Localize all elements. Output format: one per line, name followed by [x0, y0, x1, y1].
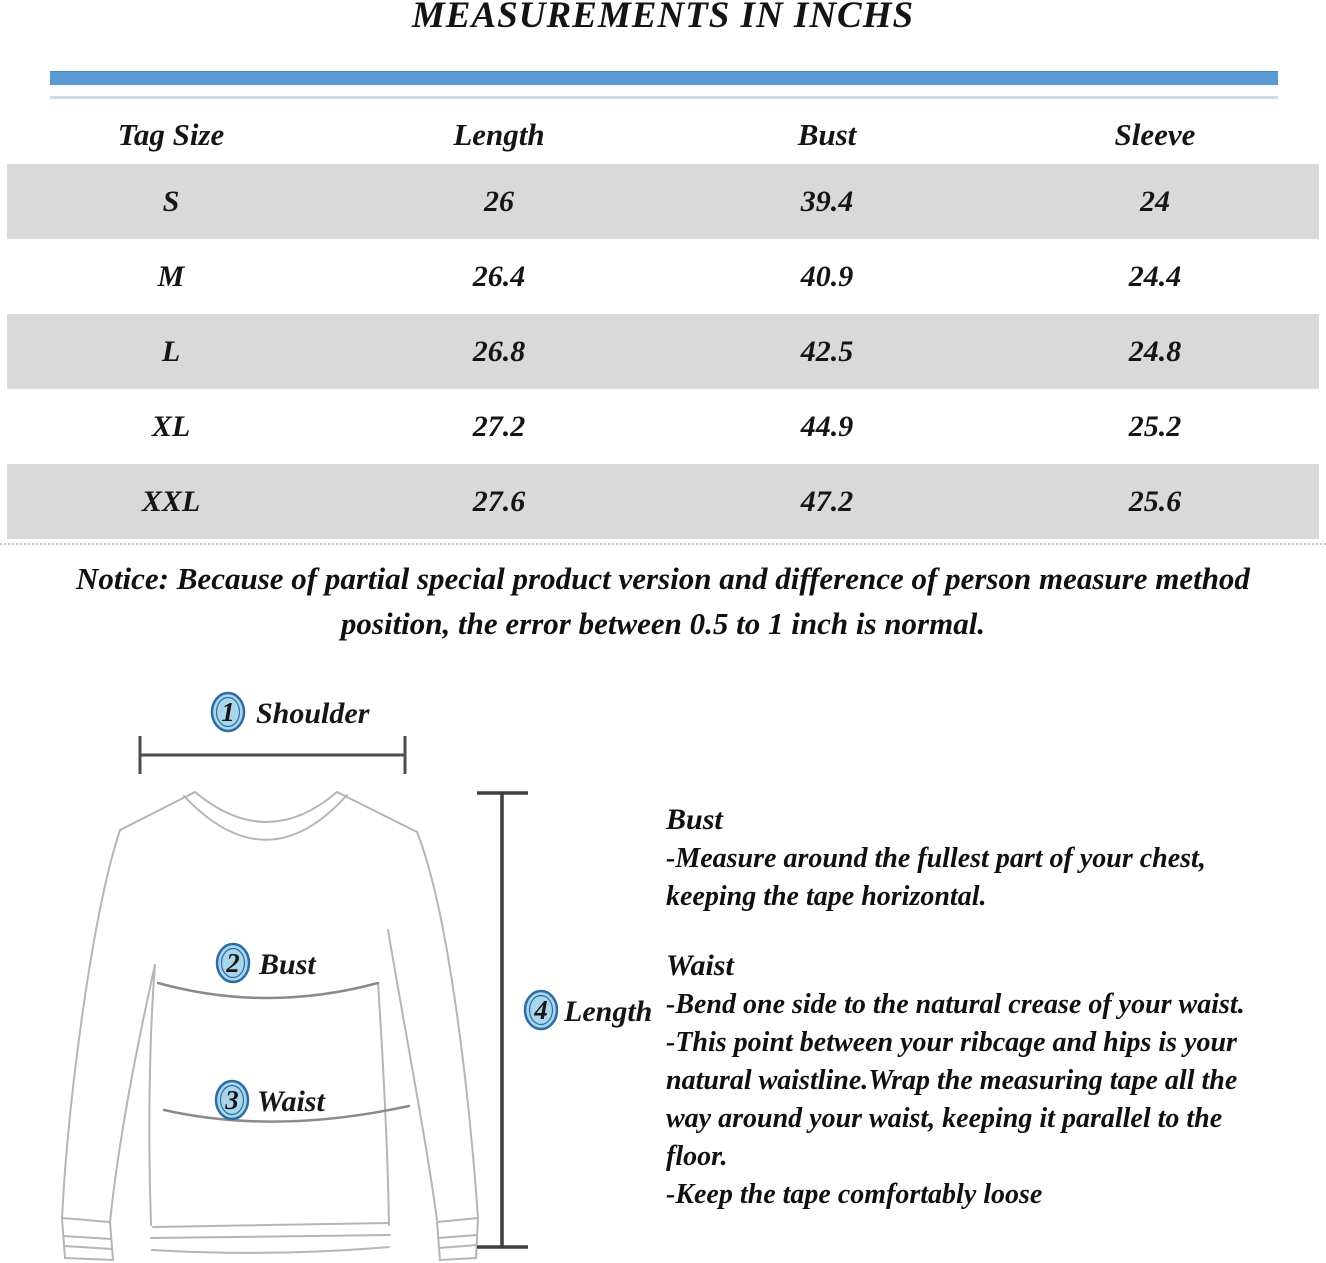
table-cell: 39.4	[800, 184, 854, 218]
table-cell: 44.9	[800, 409, 854, 443]
waist-guide-heading: Waist	[666, 949, 734, 982]
notice-line: position, the error between 0.5 to 1 inch is normal.	[340, 606, 986, 641]
bust-label: Bust	[259, 948, 316, 981]
notice-text	[0, 556, 1326, 646]
marker-2-icon	[217, 944, 249, 982]
guide-line: natural waistline.Wrap the measuring tape all the	[666, 1065, 1238, 1096]
shirt-outline	[62, 792, 478, 1260]
notice-line: Notice: Because of partial special product version and difference of person measure method	[76, 561, 1250, 596]
table-header-row	[7, 105, 1319, 164]
table-cell: 24.8	[1128, 334, 1182, 368]
shoulder-measure-line	[140, 736, 405, 774]
table-cell: 26.4	[472, 259, 526, 293]
guide-line: -Bend one side to the natural crease of your waist.	[666, 989, 1245, 1020]
marker-number: 3	[225, 1085, 239, 1115]
accent-bar	[50, 71, 1278, 85]
marker-4-icon	[525, 991, 557, 1029]
marker-1-icon	[212, 693, 244, 731]
measuring-guide	[666, 800, 1321, 1214]
table-cell: S	[162, 184, 180, 218]
table-cell: 26.8	[472, 334, 526, 368]
table-cell: XL	[151, 409, 191, 443]
guide-line: keeping the tape horizontal.	[666, 881, 987, 912]
column-header-sleeve: Sleeve	[1114, 116, 1196, 152]
table-cell: 27.6	[472, 484, 526, 518]
table-cell: 24	[1140, 184, 1170, 218]
table-cell: 24.4	[1128, 259, 1182, 293]
marker-number: 4	[534, 995, 548, 1025]
guide-line: -Keep the tape comfortably loose	[666, 1179, 1043, 1210]
marker-3-icon	[216, 1081, 248, 1119]
column-header-tag-size: Tag Size	[117, 116, 225, 152]
table-row	[7, 239, 1319, 314]
guide-line: way around your waist, keeping it parallel to the	[666, 1103, 1223, 1134]
length-measure-line	[477, 793, 528, 1247]
table-cell: 42.5	[800, 334, 854, 368]
table-row	[7, 164, 1319, 239]
page-title: MEASUREMENTS IN INCHS	[411, 0, 915, 36]
table-cell: 47.2	[800, 484, 854, 518]
table-row	[7, 314, 1319, 389]
table-cell: XXL	[141, 484, 201, 518]
guide-line: floor.	[666, 1141, 728, 1172]
guide-line: -This point between your ribcage and hips is your	[666, 1027, 1237, 1058]
guide-line: -Measure around the fullest part of your chest,	[666, 843, 1206, 874]
table-cell: 25.6	[1128, 484, 1182, 518]
table-cell: 25.2	[1128, 409, 1182, 443]
marker-number: 1	[221, 697, 235, 727]
waist-label: Waist	[257, 1085, 325, 1118]
column-header-length: Length	[453, 116, 545, 152]
table-cell: M	[157, 259, 185, 293]
shoulder-label: Shoulder	[256, 697, 370, 730]
table-cell: L	[161, 334, 181, 368]
table-cell: 40.9	[800, 259, 854, 293]
bust-guide-heading: Bust	[666, 803, 723, 836]
table-row	[7, 389, 1319, 464]
accent-rule	[50, 96, 1278, 99]
shirt-measure-diagram	[0, 680, 660, 1263]
length-label: Length	[564, 995, 653, 1028]
dotted-divider	[0, 543, 1326, 545]
table-row	[7, 464, 1319, 539]
table-cell: 27.2	[472, 409, 526, 443]
marker-number: 2	[226, 948, 240, 978]
table-cell: 26	[484, 184, 514, 218]
column-header-bust: Bust	[797, 116, 857, 152]
size-table	[7, 105, 1319, 539]
